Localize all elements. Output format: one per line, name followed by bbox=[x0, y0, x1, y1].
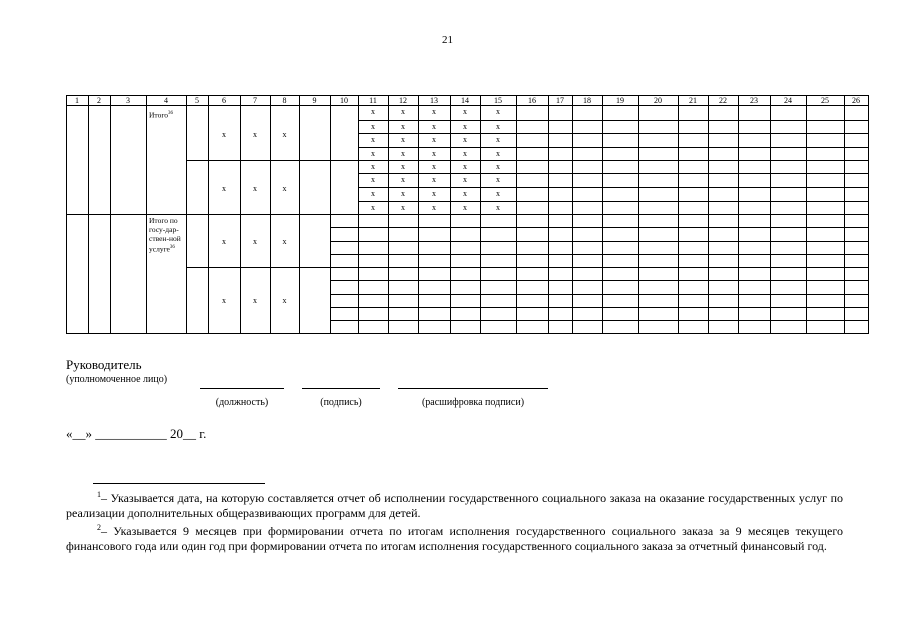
signature-title: Руководитель bbox=[66, 357, 142, 372]
x-mark: x bbox=[496, 135, 500, 144]
x-mark: x bbox=[371, 107, 375, 116]
x-mark: x bbox=[401, 175, 405, 184]
x-mark: x bbox=[432, 135, 436, 144]
caption-position: (должность) bbox=[215, 397, 269, 408]
table-border-v bbox=[66, 95, 67, 333]
x-mark: x bbox=[463, 149, 467, 158]
row-label-total-service-text: Итого по госу-дар-ствен-ной услуге bbox=[149, 216, 181, 254]
table-border-v bbox=[602, 95, 603, 333]
column-number: 26 bbox=[852, 96, 860, 105]
group-separator bbox=[66, 214, 869, 215]
table-border-v bbox=[844, 95, 845, 333]
table-border-v bbox=[186, 95, 187, 333]
column-number: 18 bbox=[583, 96, 591, 105]
column-number: 8 bbox=[282, 96, 287, 105]
column-number: 24 bbox=[784, 96, 792, 105]
table-border-h bbox=[66, 95, 869, 96]
table-border-v bbox=[868, 95, 869, 333]
row-line bbox=[358, 201, 869, 202]
table-border-v bbox=[638, 95, 639, 333]
x-mark: x bbox=[496, 149, 500, 158]
x-mark: x bbox=[496, 122, 500, 131]
x-mark: x bbox=[496, 162, 500, 171]
date-line: «__» ___________ 20__ г. bbox=[66, 426, 207, 441]
table-border-v bbox=[770, 95, 771, 333]
page-number: 21 bbox=[442, 34, 453, 46]
column-number: 9 bbox=[312, 96, 317, 105]
row-label-total-note: 36 bbox=[167, 111, 173, 116]
column-number: 19 bbox=[616, 96, 624, 105]
row-label-total-service-note: 36 bbox=[169, 245, 175, 250]
x-mark: x bbox=[253, 237, 257, 246]
column-number: 23 bbox=[750, 96, 758, 105]
column-number: 11 bbox=[369, 96, 377, 105]
row-line bbox=[330, 307, 869, 308]
x-mark: x bbox=[401, 203, 405, 212]
row-line bbox=[330, 294, 869, 295]
x-mark: x bbox=[463, 122, 467, 131]
x-mark: x bbox=[222, 296, 226, 305]
row-label-total bbox=[149, 109, 185, 120]
column-number: 4 bbox=[164, 96, 168, 105]
table-border-v bbox=[516, 95, 517, 333]
row-label-total-text: Итого bbox=[149, 110, 168, 120]
x-mark: x bbox=[371, 162, 375, 171]
column-number: 25 bbox=[821, 96, 829, 105]
x-mark: x bbox=[401, 162, 405, 171]
row-line bbox=[358, 147, 869, 148]
x-mark: x bbox=[432, 203, 436, 212]
column-number: 1 bbox=[75, 96, 79, 105]
column-number: 2 bbox=[97, 96, 101, 105]
x-mark: x bbox=[371, 122, 375, 131]
position-line bbox=[200, 388, 284, 389]
x-mark: x bbox=[282, 296, 287, 305]
row-line bbox=[358, 120, 869, 121]
table-border-v bbox=[88, 95, 89, 333]
table-border-v bbox=[450, 95, 451, 333]
column-number: 5 bbox=[195, 96, 199, 105]
row-line bbox=[358, 187, 869, 188]
row-line bbox=[330, 320, 869, 321]
x-mark: x bbox=[463, 175, 467, 184]
x-mark: x bbox=[401, 107, 405, 116]
x-mark: x bbox=[432, 122, 436, 131]
row-label-total-service bbox=[149, 216, 183, 254]
column-number: 16 bbox=[528, 96, 536, 105]
row-line bbox=[330, 254, 869, 255]
row-line bbox=[358, 173, 869, 174]
x-mark: x bbox=[222, 130, 226, 139]
x-mark: x bbox=[463, 135, 467, 144]
subgroup-separator bbox=[186, 267, 869, 268]
x-mark: x bbox=[432, 107, 436, 116]
column-number: 17 bbox=[556, 96, 564, 105]
x-mark: x bbox=[432, 189, 436, 198]
x-mark: x bbox=[432, 175, 436, 184]
table-border-v bbox=[358, 95, 359, 333]
footnote-1-mark: 1 bbox=[97, 490, 101, 499]
x-mark: x bbox=[463, 107, 467, 116]
x-mark: x bbox=[401, 189, 405, 198]
footnote-1 bbox=[66, 487, 843, 521]
table-border-v bbox=[299, 95, 300, 333]
x-mark: x bbox=[463, 162, 467, 171]
footnote-2-text: – Указывается 9 месяцев при формировании отчета по итогам исполнения государственного социального заказа за 9 месяцев текущего финансового года или один год при формировании отчета по итогам исполнения государственного социального заказа за отчетный финансовый год. bbox=[66, 524, 843, 553]
column-number: 12 bbox=[399, 96, 407, 105]
footnote-1-text: – Указывается дата, на которую составляется отчет об исполнении государственного социального заказа на оказание государственных услуг по реализации дополнительных общеразвивающих программ для детей. bbox=[66, 491, 843, 520]
table-border-v bbox=[708, 95, 709, 333]
table-border-v bbox=[548, 95, 549, 333]
x-mark: x bbox=[371, 203, 375, 212]
x-mark: x bbox=[432, 162, 436, 171]
caption-signature: (подпись) bbox=[320, 397, 362, 408]
x-mark: x bbox=[253, 184, 257, 193]
table-border-v bbox=[678, 95, 679, 333]
x-mark: x bbox=[253, 130, 257, 139]
column-number: 20 bbox=[654, 96, 662, 105]
signature-subtitle: (уполномоченное лицо) bbox=[66, 374, 168, 385]
footnote-rule bbox=[93, 483, 265, 484]
x-mark: x bbox=[371, 135, 375, 144]
x-mark: x bbox=[282, 130, 287, 139]
table-border-v bbox=[418, 95, 419, 333]
table-border-v bbox=[480, 95, 481, 333]
x-mark: x bbox=[463, 189, 467, 198]
column-number: 6 bbox=[222, 96, 226, 105]
x-mark: x bbox=[496, 189, 500, 198]
column-number: 10 bbox=[340, 96, 348, 105]
x-mark: x bbox=[371, 189, 375, 198]
table-border-v bbox=[270, 95, 271, 333]
table-border-v bbox=[330, 95, 331, 333]
footnote-2 bbox=[66, 520, 843, 554]
table-border-h bbox=[66, 105, 869, 106]
signature-line bbox=[302, 388, 380, 389]
x-mark: x bbox=[401, 122, 405, 131]
row-line bbox=[330, 241, 869, 242]
x-mark: x bbox=[496, 107, 500, 116]
x-mark: x bbox=[401, 149, 405, 158]
x-mark: x bbox=[222, 184, 226, 193]
x-mark: x bbox=[432, 149, 436, 158]
row-line bbox=[358, 133, 869, 134]
x-mark: x bbox=[253, 296, 257, 305]
table-border-v bbox=[572, 95, 573, 333]
subgroup-separator bbox=[186, 160, 869, 161]
x-mark: x bbox=[371, 149, 375, 158]
column-number: 15 bbox=[494, 96, 502, 105]
column-number: 7 bbox=[253, 96, 257, 105]
x-mark: x bbox=[401, 135, 405, 144]
x-mark: x bbox=[496, 203, 500, 212]
column-number: 3 bbox=[126, 96, 130, 105]
table-border-v bbox=[806, 95, 807, 333]
column-number: 13 bbox=[430, 96, 438, 105]
table-border-v bbox=[110, 95, 111, 333]
table-border-v bbox=[240, 95, 241, 333]
column-number: 21 bbox=[689, 96, 697, 105]
row-line bbox=[330, 280, 869, 281]
x-mark: x bbox=[282, 237, 287, 246]
row-line bbox=[330, 227, 869, 228]
caption-decoding: (расшифровка подписи) bbox=[421, 397, 525, 408]
decoding-line bbox=[398, 388, 548, 389]
x-mark: x bbox=[463, 203, 467, 212]
x-mark: x bbox=[282, 184, 287, 193]
x-mark: x bbox=[222, 237, 226, 246]
footnote-2-mark: 2 bbox=[97, 523, 101, 532]
column-number: 22 bbox=[719, 96, 727, 105]
column-number: 14 bbox=[461, 96, 469, 105]
x-mark: x bbox=[371, 175, 375, 184]
table-border-v bbox=[388, 95, 389, 333]
table-border-h bbox=[66, 333, 869, 334]
table-border-v bbox=[208, 95, 209, 333]
x-mark: x bbox=[496, 175, 500, 184]
table-border-v bbox=[738, 95, 739, 333]
table-border-v bbox=[146, 95, 147, 333]
